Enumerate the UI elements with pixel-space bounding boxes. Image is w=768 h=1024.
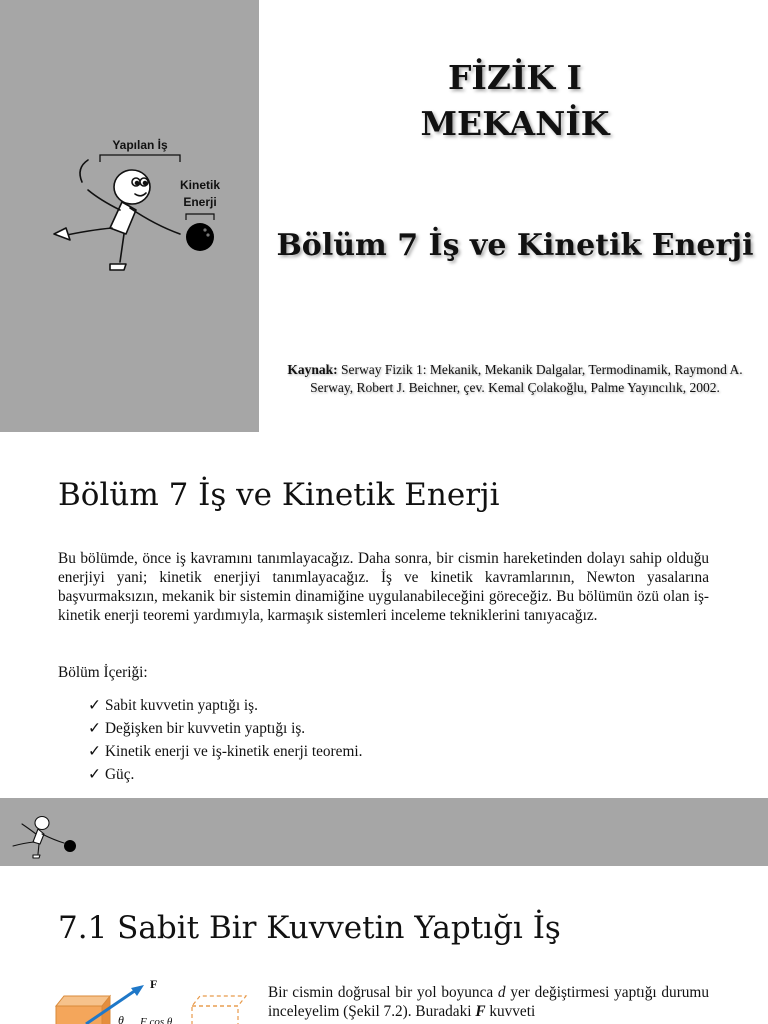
left-gray-panel bbox=[0, 0, 259, 432]
bowler-small-icon bbox=[8, 810, 80, 860]
source-citation bbox=[266, 361, 764, 397]
course-subtitle: MEKANİK bbox=[420, 104, 610, 143]
list-item-text: Kinetik enerji ve iş-kinetik enerji teoremi. bbox=[105, 743, 363, 760]
force-arrow-icon bbox=[131, 985, 144, 996]
list-item bbox=[88, 717, 362, 740]
variable-F: F bbox=[475, 1003, 486, 1020]
contents-list bbox=[88, 694, 362, 786]
variable-d: d bbox=[497, 984, 506, 1001]
figure-label-theta: θ bbox=[118, 1013, 124, 1024]
bowler-illustration bbox=[40, 130, 240, 280]
section-paragraph bbox=[268, 983, 709, 1021]
chapter-title: Bölüm 7 İş ve Kinetik Enerji bbox=[276, 228, 754, 263]
label-ke-1: Kinetik bbox=[179, 178, 221, 192]
check-icon: ✓ bbox=[88, 766, 101, 783]
title-slide bbox=[0, 0, 768, 432]
source-label: Kaynak: bbox=[287, 362, 338, 377]
check-icon: ✓ bbox=[88, 743, 101, 760]
check-icon: ✓ bbox=[88, 720, 101, 737]
source-text: Serway Fizik 1: Mekanik, Mekanik Dalgalar, Termodinamik, Raymond A. Serway, Robert J. Beichner, çev. Kemal Çolakoğlu, Palme Yayıncılık, 2002. bbox=[310, 362, 743, 395]
force-diagram bbox=[52, 976, 252, 1024]
label-ke-2: Enerji bbox=[183, 195, 217, 209]
list-item-text: Değişken bir kuvvetin yaptığı iş. bbox=[105, 720, 306, 737]
text-segment: Bir cismin doğrusal bir yol boyunca bbox=[268, 984, 498, 1001]
check-icon: ✓ bbox=[88, 697, 101, 714]
figure-label-fcos: F cos θ bbox=[140, 1016, 173, 1024]
section-slide bbox=[0, 866, 768, 1024]
slide-footer-band bbox=[0, 798, 768, 866]
list-item bbox=[88, 763, 362, 786]
text-segment: kuvveti bbox=[485, 1003, 536, 1020]
course-title: FİZİK I bbox=[448, 58, 582, 97]
bowler-figure bbox=[54, 160, 180, 270]
contents-label: Bölüm İçeriği: bbox=[58, 664, 148, 681]
section-title: 7.1 Sabit Bir Kuvvetin Yaptığı İş bbox=[58, 910, 561, 946]
list-item-text: Sabit kuvvetin yaptığı iş. bbox=[105, 697, 258, 714]
list-item bbox=[88, 694, 362, 717]
slide-title: Bölüm 7 İş ve Kinetik Enerji bbox=[58, 477, 500, 513]
list-item-text: Güç. bbox=[105, 766, 135, 783]
chapter-intro-slide bbox=[0, 432, 768, 866]
bowling-ball-icon bbox=[186, 223, 214, 251]
list-item bbox=[88, 740, 362, 763]
label-work: Yapılan İş bbox=[112, 138, 168, 152]
text-segment: yer değiştirmesi yaptığı durumu inceleyelim (Şekil 7.2). Buradaki bbox=[268, 984, 709, 1020]
figure-label-force: F bbox=[150, 977, 158, 991]
intro-paragraph: Bu bölümde, önce iş kavramını tanımlayacağız. Daha sonra, bir cismin hareketinden dolayı sahip olduğu enerjiyi yani; kinetik enerjiyi tanımlayacağız. İş ve kinetik kavramlarının, Newton yasalarına başvurmaksızın, mekanik bir sistemin dinamiğine uygulanabileceğini göreceğiz. Bu bölümün özü olan iş-kinetik enerji teoremi yardımıyla, karmaşık sistemleri inceleme tekniklerini tanıyacağız. bbox=[58, 550, 709, 624]
